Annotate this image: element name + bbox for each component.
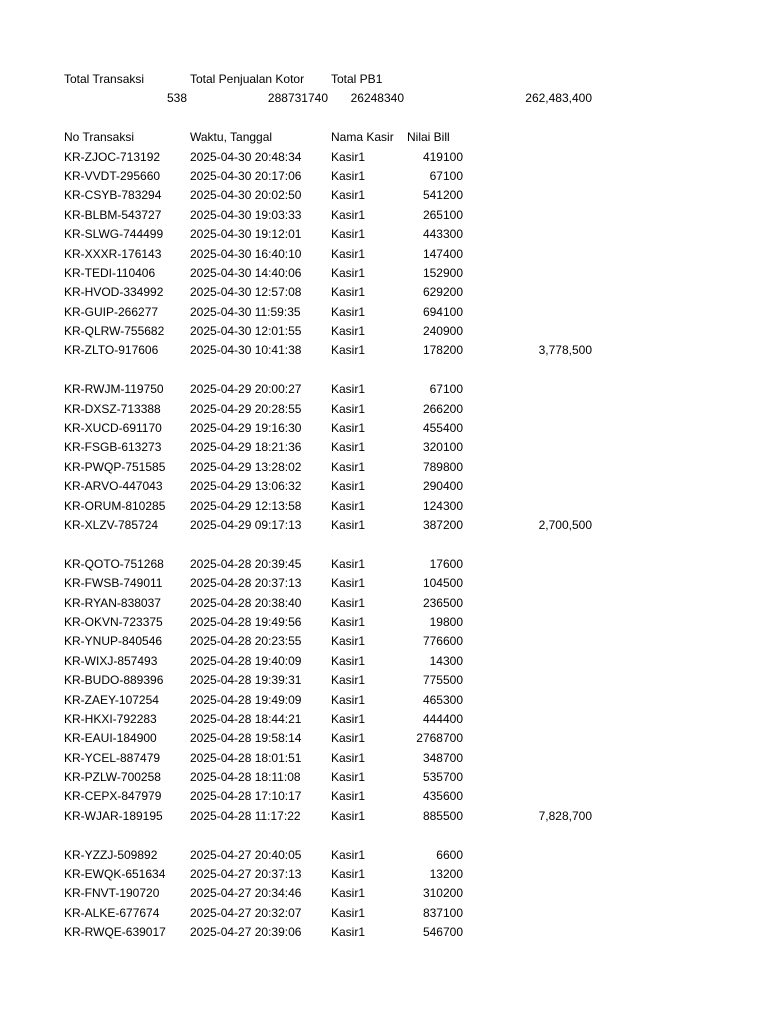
cell-waktu-tanggal: 2025-04-30 14:40:06 [190,265,302,280]
table-row [0,846,768,865]
cell-waktu-tanggal: 2025-04-27 20:37:13 [190,867,302,882]
spacer-row [0,535,768,554]
cell-no-transaksi: KR-WIXJ-857493 [64,653,158,668]
cell-no-transaksi: KR-XUCD-691170 [64,421,162,436]
table-row [0,807,768,826]
cell-nilai-bill: 17600 [429,556,463,571]
cell-no-transaksi: KR-QLRW-755682 [64,324,165,339]
cell-nilai-bill: 775500 [422,673,463,688]
cell-no-transaksi: KR-HKXI-792283 [64,711,157,726]
cell-no-transaksi: KR-CSYB-783294 [64,188,162,203]
cell-no-transaksi: KR-RWJM-119750 [64,382,164,397]
cell-no-transaksi: KR-PWQP-751585 [64,459,166,474]
cell-nilai-bill: 290400 [422,479,463,494]
cell-waktu-tanggal: 2025-04-30 19:03:33 [190,207,302,222]
cell-waktu-tanggal: 2025-04-28 20:37:13 [190,576,302,591]
cell-no-transaksi: KR-YNUP-840546 [64,634,163,649]
table-row [0,787,768,806]
table-row [0,400,768,419]
table-row [0,923,768,942]
table-row [0,167,768,186]
cell-nama-kasir: Kasir1 [331,847,366,862]
cell-nama-kasir: Kasir1 [331,886,366,901]
cell-nama-kasir: Kasir1 [331,711,366,726]
cell-nilai-bill: 147400 [422,246,463,261]
cell-nilai-bill: 776600 [422,634,463,649]
cell-nama-kasir: Kasir1 [331,789,366,804]
cell-nama-kasir: Kasir1 [331,440,366,455]
table-row [0,555,768,574]
cell-no-transaksi: KR-YCEL-887479 [64,750,161,765]
spreadsheet [0,70,768,943]
cell-nama-kasir: Kasir1 [331,304,366,319]
cell-nilai-bill: 546700 [422,925,463,940]
cell-nama-kasir: Kasir1 [331,498,366,513]
table-row [0,264,768,283]
cell-nama-kasir: Kasir1 [331,595,366,610]
cell-waktu-tanggal: 2025-04-28 18:44:21 [190,711,302,726]
group-subtotal: 2,700,500 [538,517,592,532]
value-total-pb1: 26248340 [350,91,404,106]
cell-nama-kasir: Kasir1 [331,867,366,882]
cell-waktu-tanggal: 2025-04-28 20:38:40 [190,595,302,610]
cell-no-transaksi: KR-ZJOC-713192 [64,149,161,164]
cell-waktu-tanggal: 2025-04-28 19:49:09 [190,692,302,707]
cell-nilai-bill: 14300 [429,653,463,668]
cell-nilai-bill: 541200 [422,188,463,203]
cell-nama-kasir: Kasir1 [331,459,366,474]
cell-waktu-tanggal: 2025-04-28 19:39:31 [190,673,302,688]
cell-nilai-bill: 837100 [422,905,463,920]
cell-nilai-bill: 694100 [422,304,463,319]
value-grand-total: 262,483,400 [525,91,592,106]
cell-nilai-bill: 310200 [422,886,463,901]
cell-nama-kasir: Kasir1 [331,925,366,940]
spacer-row [0,109,768,128]
cell-no-transaksi: KR-BUDO-889396 [64,673,164,688]
column-header-no-transaksi: No Transaksi [64,130,135,145]
cell-waktu-tanggal: 2025-04-28 18:11:08 [190,770,301,785]
cell-nilai-bill: 6600 [436,847,463,862]
cell-waktu-tanggal: 2025-04-29 13:28:02 [190,459,302,474]
cell-nama-kasir: Kasir1 [331,246,366,261]
group-subtotal: 3,778,500 [538,343,592,358]
table-row [0,148,768,167]
cell-no-transaksi: KR-TEDI-110406 [64,265,156,280]
cell-waktu-tanggal: 2025-04-30 12:01:55 [190,324,302,339]
cell-nilai-bill: 152900 [422,265,463,280]
cell-waktu-tanggal: 2025-04-28 17:10:17 [190,789,302,804]
cell-no-transaksi: KR-DXSZ-713388 [64,401,161,416]
table-row [0,691,768,710]
cell-nama-kasir: Kasir1 [331,421,366,436]
cell-waktu-tanggal: 2025-04-27 20:40:05 [190,847,302,862]
cell-nilai-bill: 455400 [422,421,463,436]
cell-nilai-bill: 444400 [422,711,463,726]
cell-waktu-tanggal: 2025-04-29 18:21:36 [190,440,302,455]
table-row [0,574,768,593]
cell-nilai-bill: 67100 [429,382,463,397]
table-row [0,516,768,535]
table-row [0,477,768,496]
value-total-penjualan-kotor: 288731740 [267,91,328,106]
cell-no-transaksi: KR-RWQE-639017 [64,925,166,940]
cell-nilai-bill: 178200 [422,343,463,358]
table-row [0,245,768,264]
table-row [0,497,768,516]
cell-no-transaksi: KR-ARVO-447043 [64,479,163,494]
cell-nama-kasir: Kasir1 [331,227,366,242]
cell-no-transaksi: KR-HVOD-334992 [64,285,164,300]
cell-nama-kasir: Kasir1 [331,285,366,300]
table-row [0,419,768,438]
cell-no-transaksi: KR-EAUI-184900 [64,731,157,746]
cell-waktu-tanggal: 2025-04-27 20:34:46 [190,886,302,901]
column-header-nilai-bill: Nilai Bill [407,130,450,145]
cell-nilai-bill: 240900 [422,324,463,339]
cell-nilai-bill: 67100 [429,168,463,183]
table-row [0,594,768,613]
cell-nama-kasir: Kasir1 [331,692,366,707]
cell-waktu-tanggal: 2025-04-30 12:57:08 [190,285,302,300]
cell-waktu-tanggal: 2025-04-28 19:49:56 [190,614,302,629]
cell-waktu-tanggal: 2025-04-29 12:13:58 [190,498,302,513]
cell-nama-kasir: Kasir1 [331,653,366,668]
cell-waktu-tanggal: 2025-04-28 20:39:45 [190,556,302,571]
cell-nama-kasir: Kasir1 [331,750,366,765]
summary-values-row [0,89,768,108]
cell-nilai-bill: 465300 [422,692,463,707]
cell-nama-kasir: Kasir1 [331,479,366,494]
table-row [0,206,768,225]
cell-nama-kasir: Kasir1 [331,808,366,823]
cell-nama-kasir: Kasir1 [331,673,366,688]
summary-header-row [0,70,768,89]
spacer-row [0,826,768,845]
cell-waktu-tanggal: 2025-04-29 19:16:30 [190,421,302,436]
cell-waktu-tanggal: 2025-04-30 20:17:06 [190,168,302,183]
cell-waktu-tanggal: 2025-04-28 11:17:22 [190,808,301,823]
cell-nama-kasir: Kasir1 [331,634,366,649]
cell-nama-kasir: Kasir1 [331,265,366,280]
cell-nilai-bill: 629200 [422,285,463,300]
cell-nama-kasir: Kasir1 [331,149,366,164]
cell-waktu-tanggal: 2025-04-30 16:40:10 [190,246,302,261]
group-subtotal: 7,828,700 [538,808,592,823]
cell-waktu-tanggal: 2025-04-29 20:28:55 [190,401,302,416]
cell-waktu-tanggal: 2025-04-30 19:12:01 [190,227,302,242]
cell-waktu-tanggal: 2025-04-27 20:32:07 [190,905,302,920]
cell-nama-kasir: Kasir1 [331,168,366,183]
cell-no-transaksi: KR-XXXR-176143 [64,246,162,261]
cell-nama-kasir: Kasir1 [331,382,366,397]
table-row [0,652,768,671]
transaction-table-body [0,148,768,943]
cell-waktu-tanggal: 2025-04-30 20:48:34 [190,149,302,164]
cell-nama-kasir: Kasir1 [331,614,366,629]
cell-nilai-bill: 320100 [422,440,463,455]
cell-nama-kasir: Kasir1 [331,401,366,416]
cell-waktu-tanggal: 2025-04-29 09:17:13 [190,517,302,532]
table-row [0,322,768,341]
cell-nilai-bill: 124300 [422,498,463,513]
cell-waktu-tanggal: 2025-04-28 19:40:09 [190,653,302,668]
cell-waktu-tanggal: 2025-04-29 13:06:32 [190,479,302,494]
cell-nilai-bill: 266200 [422,401,463,416]
table-row [0,865,768,884]
column-header-waktu-tanggal: Waktu, Tanggal [190,130,273,145]
cell-nilai-bill: 13200 [429,867,463,882]
cell-no-transaksi: KR-XLZV-785724 [64,517,159,532]
table-row [0,632,768,651]
cell-no-transaksi: KR-CEPX-847979 [64,789,162,804]
cell-waktu-tanggal: 2025-04-27 20:39:06 [190,925,302,940]
table-row [0,225,768,244]
value-total-transaksi: 538 [166,91,187,106]
table-row [0,749,768,768]
cell-no-transaksi: KR-VVDT-295660 [64,168,161,183]
table-row [0,613,768,632]
header-total-pb1: Total PB1 [331,72,383,86]
table-row [0,729,768,748]
cell-nilai-bill: 348700 [422,750,463,765]
cell-no-transaksi: KR-FWSB-749011 [64,576,163,591]
cell-nilai-bill: 2768700 [416,731,463,746]
cell-no-transaksi: KR-ALKE-677674 [64,905,160,920]
cell-nilai-bill: 435600 [422,789,463,804]
cell-no-transaksi: KR-OKVN-723375 [64,614,163,629]
cell-no-transaksi: KR-QOTO-751268 [64,556,164,571]
cell-no-transaksi: KR-PZLW-700258 [64,770,161,785]
cell-waktu-tanggal: 2025-04-30 11:59:35 [190,304,301,319]
spacer-row [0,361,768,380]
table-row [0,341,768,360]
cell-nama-kasir: Kasir1 [331,343,366,358]
table-row [0,380,768,399]
column-header-nama-kasir: Nama Kasir [331,130,394,145]
cell-no-transaksi: KR-WJAR-189195 [64,808,163,823]
cell-nama-kasir: Kasir1 [331,770,366,785]
table-row [0,303,768,322]
cell-nama-kasir: Kasir1 [331,188,366,203]
cell-nama-kasir: Kasir1 [331,517,366,532]
cell-no-transaksi: KR-ZLTO-917606 [64,343,159,358]
header-total-penjualan-kotor: Total Penjualan Kotor [190,72,305,86]
cell-no-transaksi: KR-RYAN-838037 [64,595,161,610]
cell-nama-kasir: Kasir1 [331,324,366,339]
cell-no-transaksi: KR-FNVT-190720 [64,886,160,901]
cell-nilai-bill: 789800 [422,459,463,474]
cell-nilai-bill: 885500 [422,808,463,823]
cell-no-transaksi: KR-ORUM-810285 [64,498,166,513]
cell-nama-kasir: Kasir1 [331,905,366,920]
table-row [0,710,768,729]
cell-waktu-tanggal: 2025-04-29 20:00:27 [190,382,302,397]
table-row [0,904,768,923]
cell-waktu-tanggal: 2025-04-28 20:23:55 [190,634,302,649]
cell-nilai-bill: 104500 [422,576,463,591]
cell-nilai-bill: 19800 [429,614,463,629]
cell-nama-kasir: Kasir1 [331,207,366,222]
cell-no-transaksi: KR-GUIP-266277 [64,304,159,319]
cell-nilai-bill: 535700 [422,770,463,785]
cell-nilai-bill: 236500 [422,595,463,610]
cell-waktu-tanggal: 2025-04-28 18:01:51 [190,750,302,765]
cell-waktu-tanggal: 2025-04-28 19:58:14 [190,731,302,746]
table-row [0,768,768,787]
cell-nilai-bill: 387200 [422,517,463,532]
cell-nilai-bill: 265100 [422,207,463,222]
cell-nama-kasir: Kasir1 [331,731,366,746]
table-row [0,186,768,205]
cell-waktu-tanggal: 2025-04-30 20:02:50 [190,188,302,203]
cell-nilai-bill: 419100 [422,149,463,164]
table-row [0,458,768,477]
table-row [0,671,768,690]
header-total-transaksi: Total Transaksi [64,72,145,86]
table-row [0,884,768,903]
cell-no-transaksi: KR-YZZJ-509892 [64,847,158,862]
cell-no-transaksi: KR-EWQK-651634 [64,867,166,882]
table-row [0,438,768,457]
table-row [0,283,768,302]
cell-nilai-bill: 443300 [422,227,463,242]
cell-no-transaksi: KR-ZAEY-107254 [64,692,159,707]
cell-no-transaksi: KR-BLBM-543727 [64,207,162,222]
table-header-row [0,128,768,147]
cell-no-transaksi: KR-SLWG-744499 [64,227,164,242]
cell-nama-kasir: Kasir1 [331,556,366,571]
cell-nama-kasir: Kasir1 [331,576,366,591]
cell-waktu-tanggal: 2025-04-30 10:41:38 [190,343,302,358]
cell-no-transaksi: KR-FSGB-613273 [64,440,162,455]
